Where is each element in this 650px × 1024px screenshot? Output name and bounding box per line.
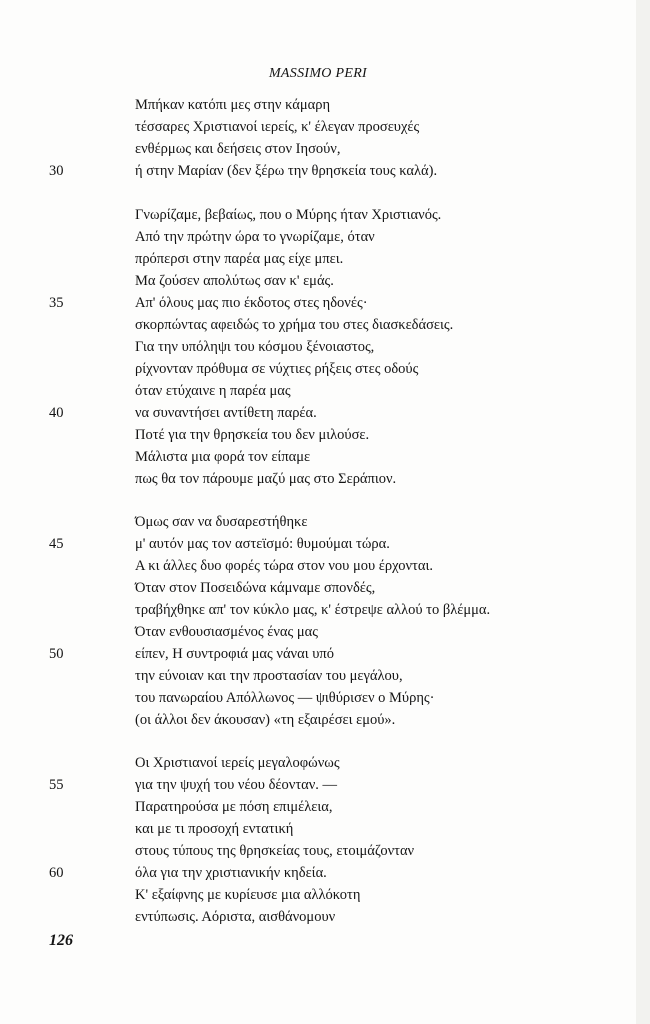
verse-line: για την ψυχή του νέου δέονταν. —	[135, 777, 338, 793]
verse-line: στους τύπους της θρησκείας τους, ετοιμάζονταν	[135, 843, 415, 859]
line-number: 30	[49, 163, 64, 179]
verse-line: Μάλιστα μια φορά τον είπαμε	[135, 449, 311, 465]
line-number: 50	[49, 646, 64, 662]
verse-line: Μα ζούσεν απολύτως σαν κ' εμάς.	[135, 273, 334, 289]
verse-line: Ποτέ για την θρησκεία του δεν μιλούσε.	[135, 427, 370, 443]
verse-line: ενθέρμως και δεήσεις στον Ιησούν,	[135, 141, 341, 157]
verse-line: και με τι προσοχή εντατική	[135, 821, 294, 837]
verse-line: Όμως σαν να δυσαρεστήθηκε	[135, 514, 308, 530]
verse-line: (οι άλλοι δεν άκουσαν) «τη εξαιρέσει εμού».	[135, 712, 396, 728]
verse-line: την εύνοιαν και την προστασίαν του μεγάλου,	[135, 668, 403, 684]
verse-line: Μπήκαν κατόπι μες στην κάμαρη	[135, 97, 331, 113]
page-number: 126	[49, 932, 73, 949]
verse-line: όλα για την χριστιανικήν κηδεία.	[135, 865, 327, 881]
line-number: 60	[49, 865, 64, 881]
running-head: MASSIMO PERI	[268, 66, 368, 81]
page-edge	[636, 0, 650, 1024]
verse-line: ή στην Μαρίαν (δεν ξέρω την θρησκεία τους καλά).	[135, 163, 438, 179]
verse-line: εντύπωσις. Αόριστα, αισθάνομουν	[135, 909, 336, 925]
line-number: 35	[49, 295, 64, 311]
verse-line: Οι Χριστιανοί ιερείς μεγαλοφώνως	[135, 755, 340, 771]
verse-line: να συναντήσει αντίθετη παρέα.	[135, 405, 317, 421]
verse-line: πρόπερσι στην παρέα μας είχε μπει.	[135, 251, 344, 267]
line-number: 45	[49, 536, 64, 552]
verse-line: Παρατηρούσα με πόση επιμέλεια,	[135, 799, 333, 815]
verse-line: Απ' όλους μας πιο έκδοτος στες ηδονές·	[135, 295, 368, 311]
verse-line: πως θα τον πάρουμε μαζύ μας στο Σεράπιον.	[135, 471, 397, 487]
verse-line: είπεν, Η συντροφιά μας νάναι υπό	[135, 646, 334, 662]
verse-line: ρίχνονταν πρόθυμα σε νύχτιες ρήξεις στες οδούς	[135, 361, 419, 377]
verse-line: Α κι άλλες δυο φορές τώρα στον νου μου έρχονται.	[135, 558, 433, 574]
verse-line: Όταν στον Ποσειδώνα κάμναμε σπονδές,	[135, 580, 376, 596]
verse-line: Από την πρώτην ώρα το γνωρίζαμε, όταν	[135, 229, 375, 245]
verse-line: τέσσαρες Χριστιανοί ιερείς, κ' έλεγαν προσευχές	[135, 119, 420, 135]
verse-line: μ' αυτόν μας τον αστεϊσμό: θυμούμαι τώρα.	[135, 536, 390, 552]
line-number: 55	[49, 777, 64, 793]
verse-line: όταν ετύχαινε η παρέα μας	[135, 383, 291, 399]
verse-line: του πανωραίου Απόλλωνος — ψιθύρισεν ο Μύρης·	[135, 690, 435, 706]
verse-line: Για την υπόληψι του κόσμου ξένοιαστος,	[135, 339, 375, 355]
verse-line: Κ' εξαίφνης με κυρίευσε μια αλλόκοτη	[135, 887, 361, 903]
line-number: 40	[49, 405, 64, 421]
verse-line: Όταν ενθουσιασμένος ένας μας	[135, 624, 318, 640]
verse-line: τραβήχθηκε απ' τον κύκλο μας, κ' έστρεψε αλλού το βλέμμα.	[135, 602, 491, 618]
verse-line: Γνωρίζαμε, βεβαίως, που ο Μύρης ήταν Χριστιανός.	[135, 207, 442, 223]
verse-line: σκορπώντας αφειδώς το χρήμα του στες διασκεδάσεις.	[135, 317, 454, 333]
